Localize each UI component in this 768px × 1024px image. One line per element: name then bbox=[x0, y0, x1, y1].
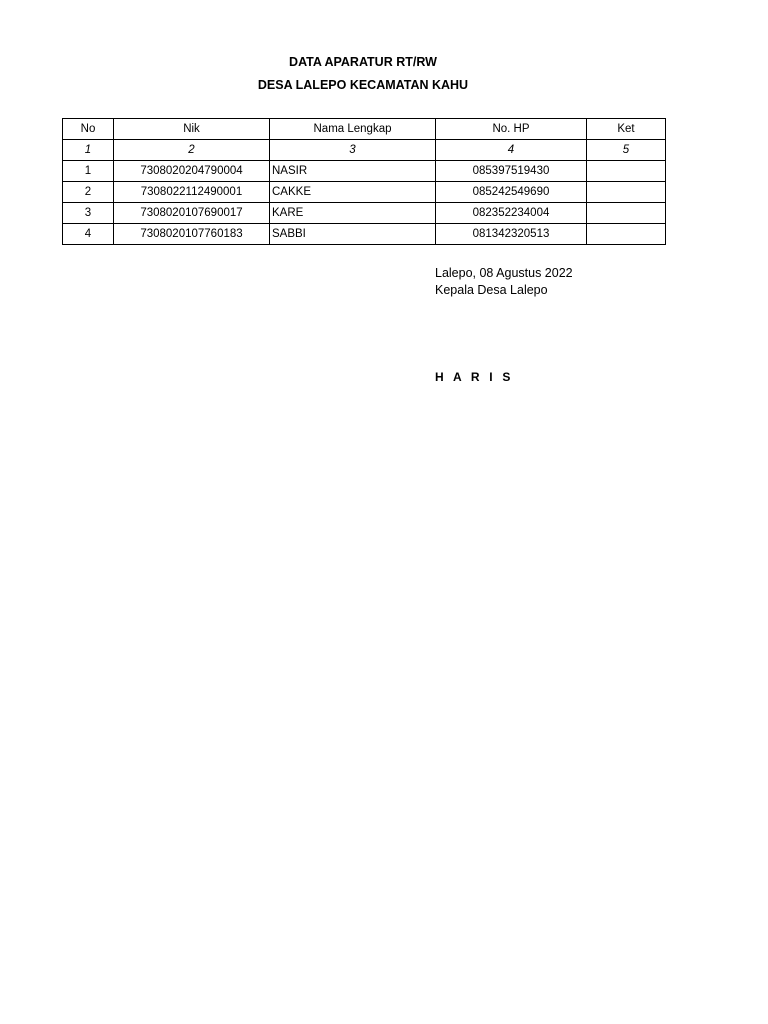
cell-hp: 082352234004 bbox=[436, 203, 587, 224]
column-index: 5 bbox=[587, 140, 666, 161]
table-row bbox=[63, 161, 666, 182]
cell-ket bbox=[587, 203, 666, 224]
signatory-name: H A R I S bbox=[435, 370, 514, 384]
cell-no: 1 bbox=[63, 161, 114, 182]
cell-hp: 085242549690 bbox=[436, 182, 587, 203]
cell-nik: 7308020107760183 bbox=[114, 224, 270, 245]
column-index: 3 bbox=[270, 140, 436, 161]
cell-ket bbox=[587, 182, 666, 203]
document-title: DATA APARATUR RT/RW bbox=[289, 55, 437, 69]
cell-ket bbox=[587, 161, 666, 182]
column-index: 1 bbox=[63, 140, 114, 161]
table-row bbox=[63, 224, 666, 245]
column-header-nama: Nama Lengkap bbox=[270, 119, 436, 140]
column-header-hp: No. HP bbox=[436, 119, 587, 140]
document-subtitle: DESA LALEPO KECAMATAN KAHU bbox=[257, 78, 469, 92]
cell-nik: 7308022112490001 bbox=[114, 182, 270, 203]
signature-position: Kepala Desa Lalepo bbox=[435, 283, 548, 297]
cell-nama: SABBI bbox=[270, 224, 436, 245]
column-index: 4 bbox=[436, 140, 587, 161]
column-index: 2 bbox=[114, 140, 270, 161]
column-header-ket: Ket bbox=[587, 119, 666, 140]
cell-no: 2 bbox=[63, 182, 114, 203]
cell-nama: NASIR bbox=[270, 161, 436, 182]
cell-no: 4 bbox=[63, 224, 114, 245]
table-row bbox=[63, 182, 666, 203]
cell-hp: 085397519430 bbox=[436, 161, 587, 182]
table-header-row bbox=[63, 119, 666, 140]
cell-nik: 7308020107690017 bbox=[114, 203, 270, 224]
cell-nama: CAKKE bbox=[270, 182, 436, 203]
cell-hp: 081342320513 bbox=[436, 224, 587, 245]
cell-nama: KARE bbox=[270, 203, 436, 224]
cell-nik: 7308020204790004 bbox=[114, 161, 270, 182]
column-header-no: No bbox=[63, 119, 114, 140]
cell-no: 3 bbox=[63, 203, 114, 224]
signature-place-date: Lalepo, 08 Agustus 2022 bbox=[435, 266, 573, 280]
table-row bbox=[63, 203, 666, 224]
aparatur-table bbox=[62, 118, 666, 245]
cell-ket bbox=[587, 224, 666, 245]
column-header-nik: Nik bbox=[114, 119, 270, 140]
column-index-row bbox=[63, 140, 666, 161]
